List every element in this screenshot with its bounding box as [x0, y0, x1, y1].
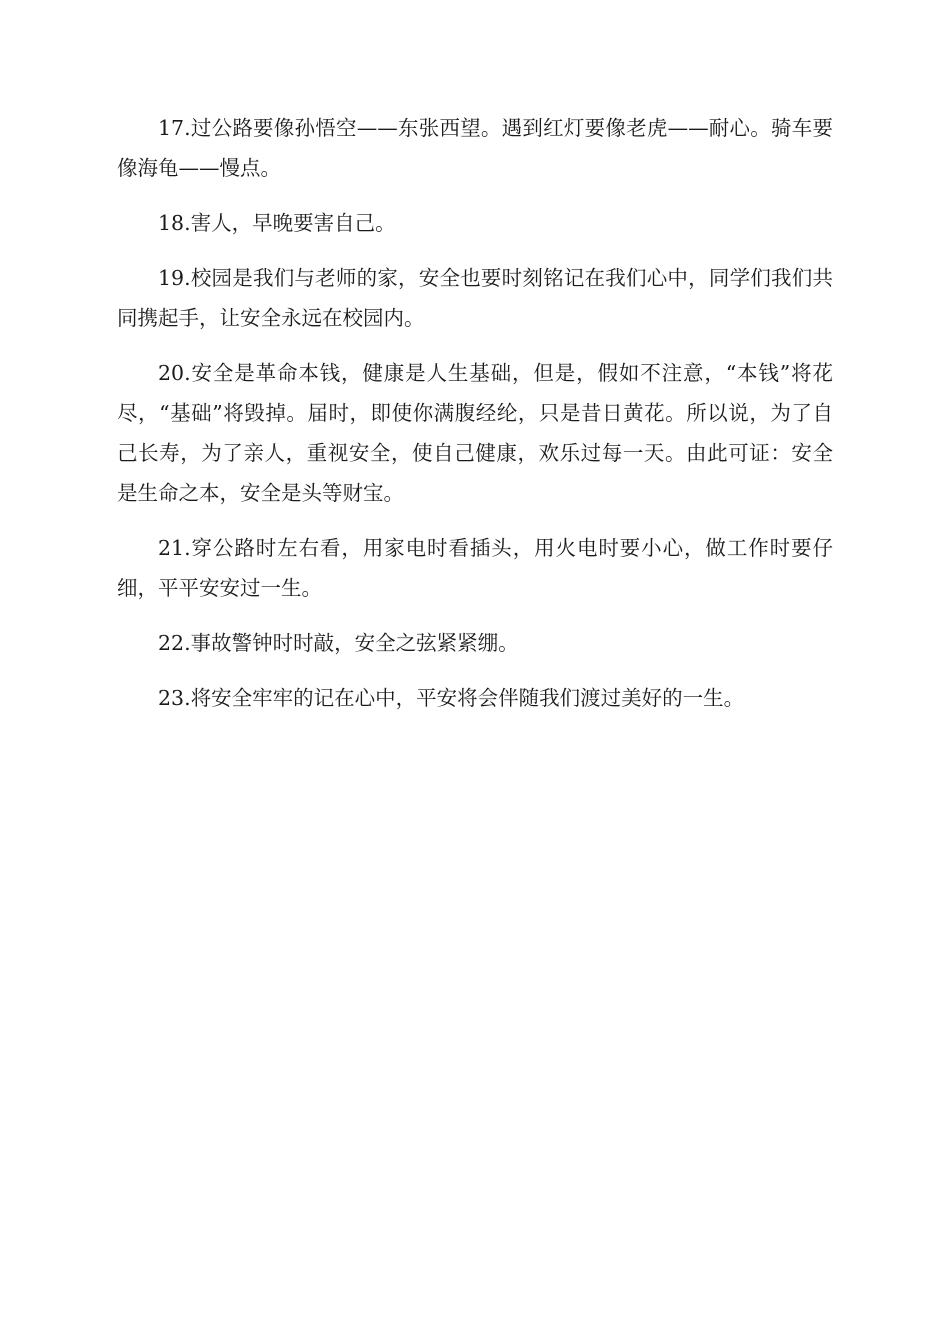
paragraph-20: 20.安全是革命本钱，健康是人生基础，但是，假如不注意，“本钱”将花尽，“基础”将毁掉。届时，即使你满腹经纶，只是昔日黄花。所以说，为了自己长寿，为了亲人，重视安全，使自己健康，欢乐过每一天。由此可证：安全是生命之本，安全是头等财宝。	[117, 361, 833, 505]
paragraph-18: 18.害人，早晚要害自己。	[158, 211, 396, 235]
paragraph-23: 23.将安全牢牢的记在心中，平安将会伴随我们渡过美好的一生。	[158, 686, 745, 710]
paragraph-19: 19.校园是我们与老师的家，安全也要时刻铭记在我们心中，同学们我们共同携起手，让安全永远在校园内。	[117, 266, 833, 330]
paragraph-22: 22.事故警钟时时敲，安全之弦紧紧绷。	[158, 631, 519, 655]
paragraph-21: 21.穿公路时左右看，用家电时看插头，用火电时要小心，做工作时要仔细，平平安安过一生。	[117, 536, 833, 600]
paragraph-17: 17.过公路要像孙悟空——东张西望。遇到红灯要像老虎——耐心。骑车要像海龟——慢点。	[117, 116, 833, 180]
document-body	[117, 108, 833, 733]
